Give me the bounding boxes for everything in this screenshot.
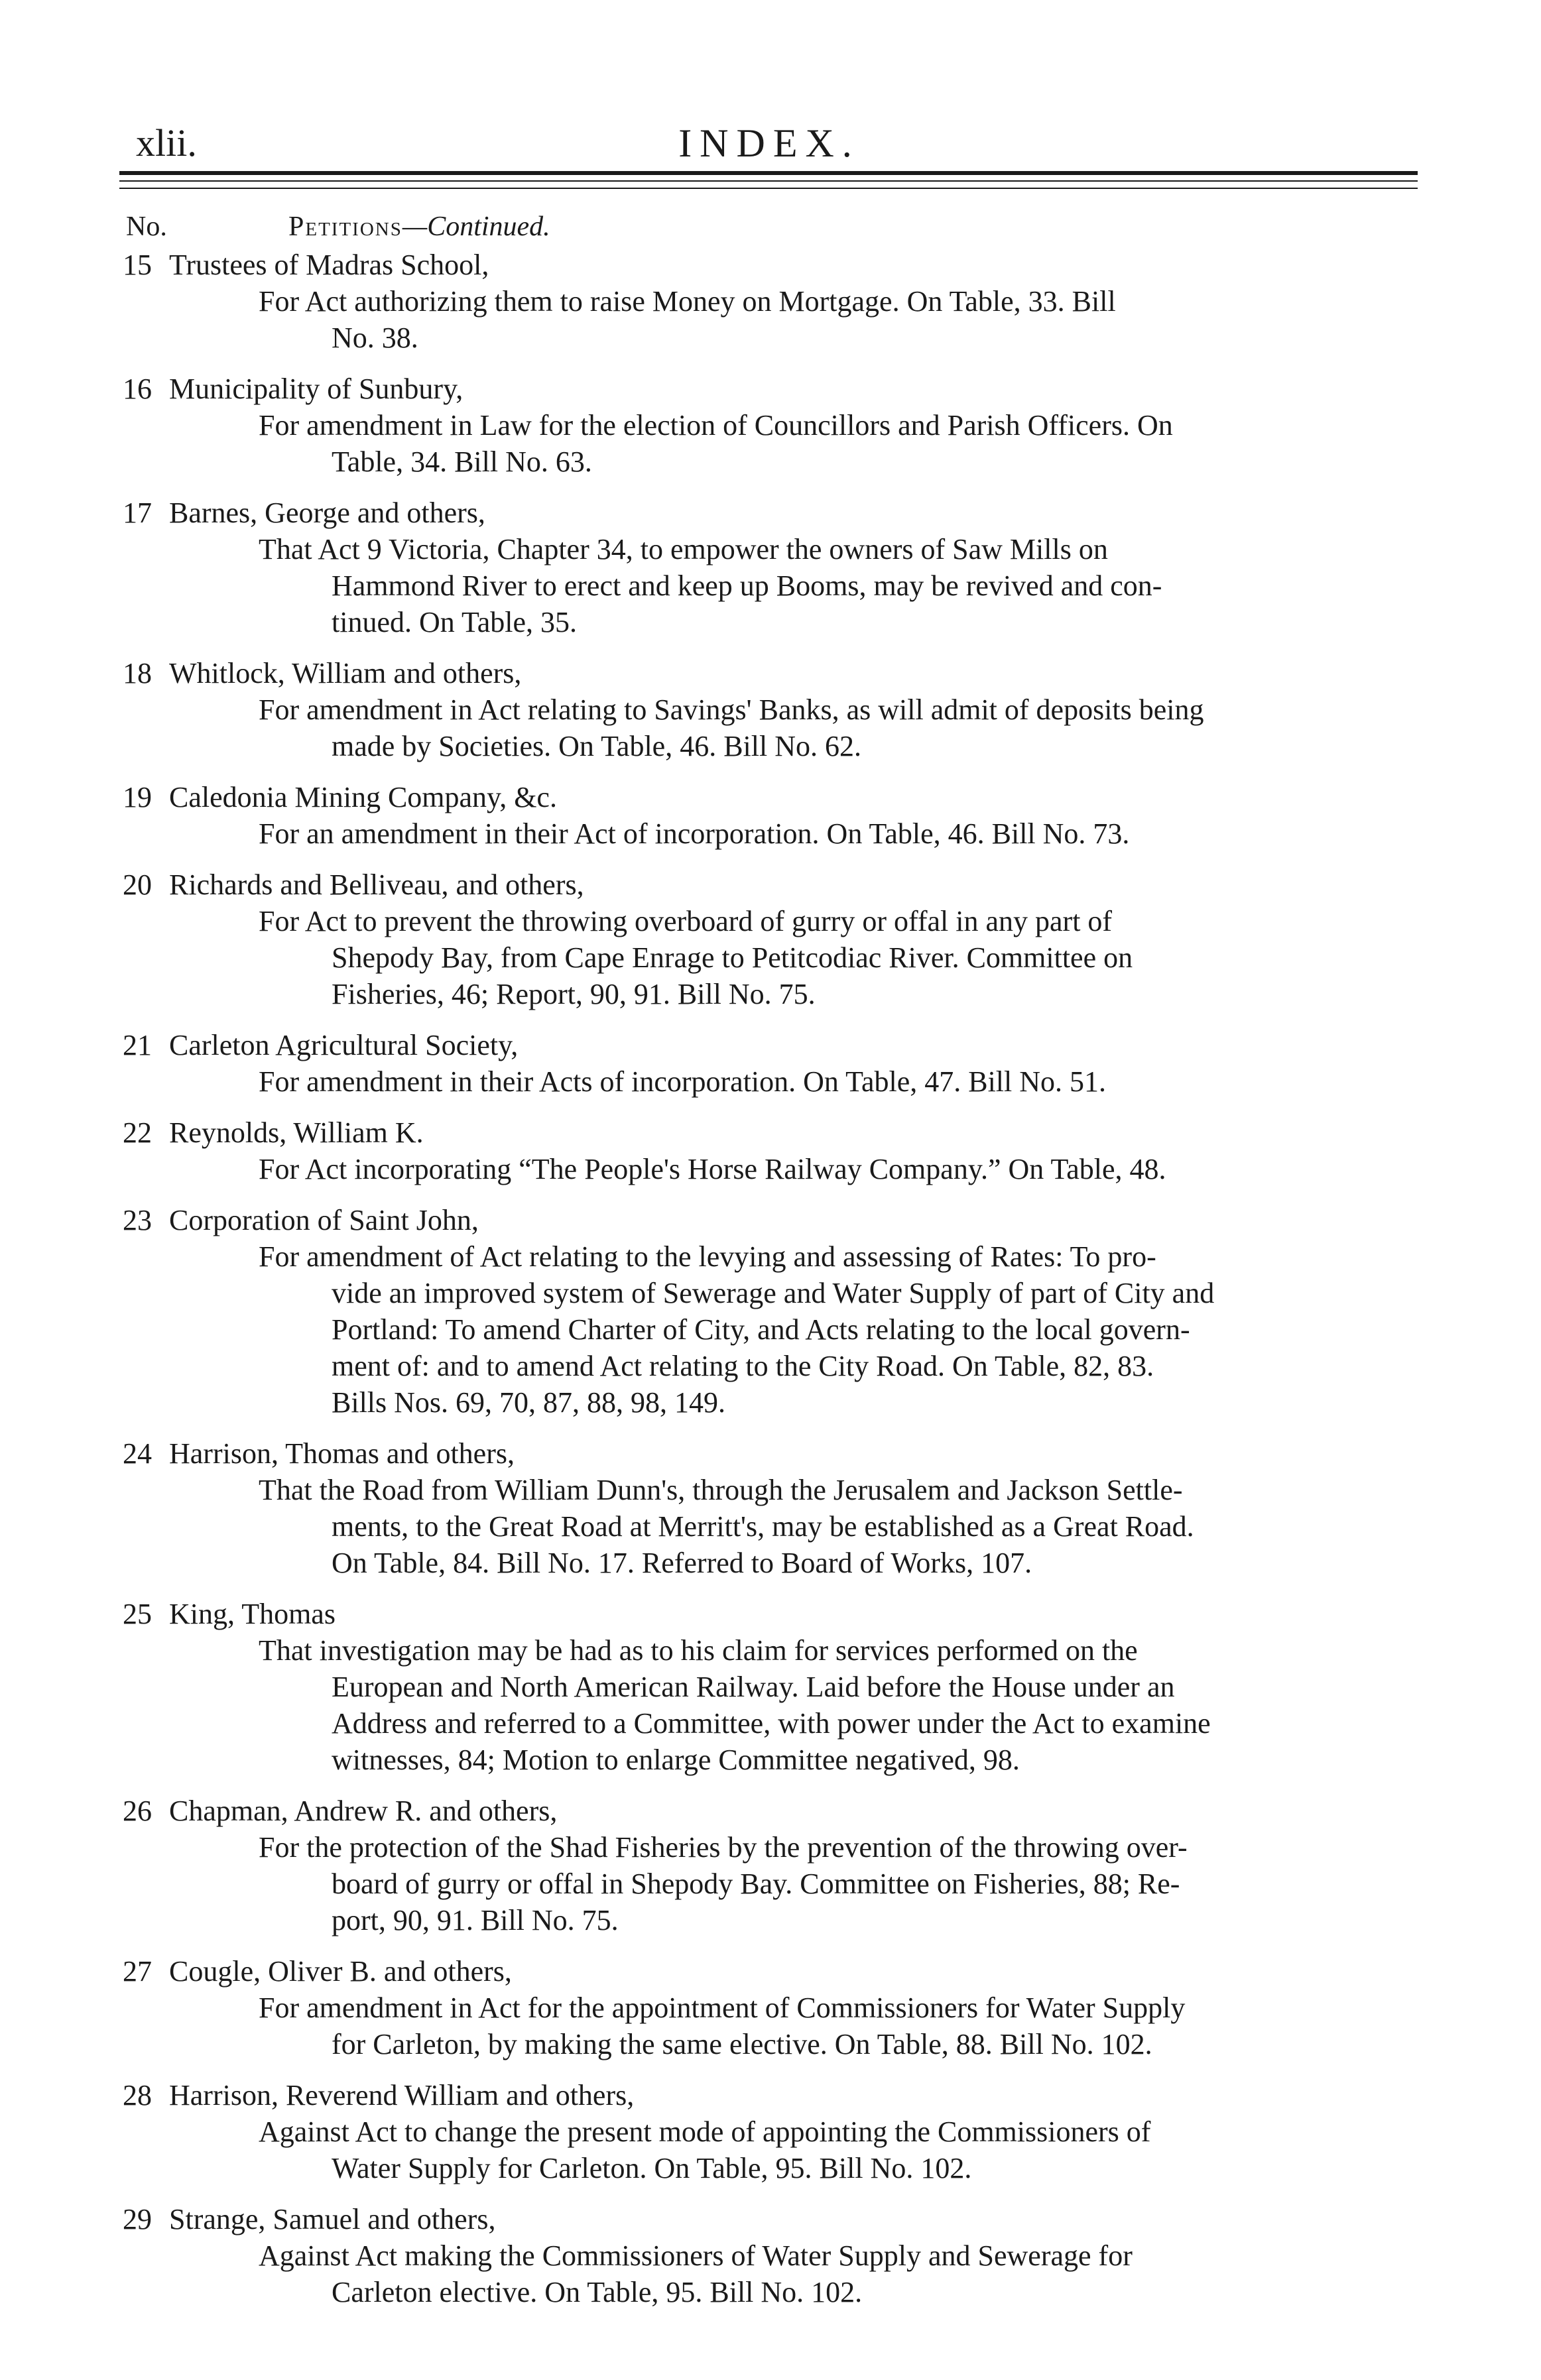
petitioner-name: Caledonia Mining Company, &c.	[169, 781, 557, 813]
petition-entries	[123, 247, 1422, 2325]
petition-entry-head	[123, 1202, 1422, 1238]
petition-description	[123, 903, 1422, 1012]
petition-description-line: for Carleton, by making the same elective. On Table, 88. Bill No. 102.	[332, 2028, 1152, 2060]
petition-description-line: Bills Nos. 69, 70, 87, 88, 98, 149.	[332, 1386, 726, 1419]
petitioner-name: Municipality of Sunbury,	[169, 373, 463, 405]
petition-entry	[123, 495, 1422, 640]
petition-description	[123, 2237, 1422, 2310]
petition-number: 29	[123, 2203, 152, 2235]
petition-description-line: For amendment in their Acts of incorporation. On Table, 47. Bill No. 51.	[259, 1065, 1107, 1098]
petition-number: 19	[123, 781, 152, 813]
petitioner-name: Reynolds, William K.	[169, 1116, 424, 1149]
petition-number: 25	[123, 1598, 152, 1630]
petition-entry	[123, 866, 1422, 1012]
petitioner-name: Cougle, Oliver B. and others,	[169, 1955, 512, 1988]
petition-description-line: For amendment in Act relating to Savings' Banks, as will admit of deposits being	[259, 693, 1204, 726]
petition-number: 23	[123, 1204, 152, 1236]
petition-entry-head	[123, 2077, 1422, 2113]
petition-description-line: board of gurry or offal in Shepody Bay. Committee on Fisheries, 88; Re-	[332, 1868, 1180, 1900]
petition-description-line: That the Road from William Dunn's, through the Jerusalem and Jackson Settle-	[259, 1474, 1183, 1506]
header-rule-thick	[119, 171, 1418, 175]
petition-number: 22	[123, 1116, 152, 1149]
petition-description-line: port, 90, 91. Bill No. 75.	[332, 1904, 619, 1936]
page-number: xlii.	[136, 121, 197, 164]
petition-description-line: Fisheries, 46; Report, 90, 91. Bill No. 75.	[332, 978, 816, 1010]
petitioner-name: Harrison, Thomas and others,	[169, 1437, 515, 1470]
petition-description-line: Against Act to change the present mode of appointing the Commissioners of	[259, 2115, 1151, 2148]
petition-entry	[123, 371, 1422, 480]
section-continued: —Continued.	[402, 211, 550, 242]
petition-description-line: ments, to the Great Road at Merritt's, may be established as a Great Road.	[332, 1510, 1194, 1543]
petition-description-line: For an amendment in their Act of incorporation. On Table, 46. Bill No. 73.	[259, 817, 1130, 850]
petition-description-line: For amendment in Act for the appointment of Commissioners for Water Supply	[259, 1992, 1186, 2024]
petition-number: 17	[123, 497, 152, 529]
petition-description-line: witnesses, 84; Motion to enlarge Committee negatived, 98.	[332, 1744, 1020, 1776]
petitioner-name: Chapman, Andrew R. and others,	[169, 1795, 558, 1827]
petition-number: 15	[123, 249, 152, 281]
petition-entry-head	[123, 779, 1422, 815]
petition-description	[123, 531, 1422, 640]
petition-description	[123, 1238, 1422, 1421]
petition-description-line: Carleton elective. On Table, 95. Bill No. 102.	[332, 2276, 863, 2308]
petition-description-line: On Table, 84. Bill No. 17. Referred to Board of Works, 107.	[332, 1547, 1032, 1579]
petition-description	[123, 815, 1422, 852]
petition-entry	[123, 1953, 1422, 2062]
petition-entry-head	[123, 1596, 1422, 1632]
petition-entry	[123, 655, 1422, 764]
petition-description-line: Against Act making the Commissioners of Water Supply and Sewerage for	[259, 2239, 1133, 2272]
petition-number: 21	[123, 1029, 152, 1061]
petition-description-line: For amendment in Law for the election of Councillors and Parish Officers. On	[259, 409, 1173, 442]
petitioner-name: Trustees of Madras School,	[169, 249, 489, 281]
petition-number: 20	[123, 868, 152, 901]
header-rule-thin-lower	[119, 188, 1418, 189]
section-title: Petitions	[288, 211, 402, 242]
page-title: INDEX.	[678, 121, 860, 165]
petition-description-line: Water Supply for Carleton. On Table, 95. Bill No. 102.	[332, 2152, 972, 2184]
petition-description-line: For the protection of the Shad Fisheries by the prevention of the throwing over-	[259, 1831, 1188, 1864]
petition-description-line: For Act authorizing them to raise Money on Mortgage. On Table, 33. Bill	[259, 285, 1116, 318]
petition-description-line: For Act to prevent the throwing overboard of gurry or offal in any part of	[259, 905, 1113, 937]
petition-entry-head	[123, 247, 1422, 283]
petition-description	[123, 1472, 1422, 1581]
petition-description	[123, 407, 1422, 480]
petition-description	[123, 1829, 1422, 1938]
header-rule-thin	[119, 180, 1418, 182]
petition-number: 16	[123, 373, 152, 405]
petition-description	[123, 1151, 1422, 1187]
petitioner-name: King, Thomas	[169, 1598, 336, 1630]
petitioner-name: Barnes, George and others,	[169, 497, 485, 529]
petition-description-line: made by Societies. On Table, 46. Bill No. 62.	[332, 730, 862, 762]
petition-description-line: tinued. On Table, 35.	[332, 606, 578, 638]
petition-description-line: That Act 9 Victoria, Chapter 34, to empower the owners of Saw Mills on	[259, 533, 1108, 565]
petition-description-line: Table, 34. Bill No. 63.	[332, 446, 592, 478]
petition-entry	[123, 247, 1422, 356]
petition-description-line: Shepody Bay, from Cape Enrage to Petitcodiac River. Committee on	[332, 941, 1133, 974]
petitioner-name: Whitlock, William and others,	[169, 657, 522, 689]
petition-entry	[123, 779, 1422, 852]
petitioner-name: Corporation of Saint John,	[169, 1204, 479, 1236]
petition-description-line: No. 38.	[332, 322, 418, 354]
petition-description-line: vide an improved system of Sewerage and Water Supply of part of City and	[332, 1277, 1215, 1309]
petition-entry-head	[123, 1793, 1422, 1829]
petition-description	[123, 1063, 1422, 1100]
petition-entry	[123, 1114, 1422, 1187]
petition-entry-head	[123, 2201, 1422, 2237]
petition-number: 18	[123, 657, 152, 689]
page-header	[123, 114, 1416, 165]
petition-entry	[123, 1027, 1422, 1100]
petition-description-line: For amendment of Act relating to the levying and assessing of Rates: To pro-	[259, 1240, 1156, 1273]
petition-entry-head	[123, 1027, 1422, 1063]
petition-number: 24	[123, 1437, 152, 1470]
petition-entry-head	[123, 655, 1422, 691]
petition-entry	[123, 1596, 1422, 1778]
petition-entry-head	[123, 1435, 1422, 1472]
petitioner-name: Strange, Samuel and others,	[169, 2203, 496, 2235]
petitioner-name: Carleton Agricultural Society,	[169, 1029, 519, 1061]
petitioner-name: Richards and Belliveau, and others,	[169, 868, 584, 901]
petition-description-line: That investigation may be had as to his claim for services performed on the	[259, 1634, 1138, 1667]
petition-entry-head	[123, 1114, 1422, 1151]
petition-entry-head	[123, 866, 1422, 903]
column-no-label: No.	[126, 211, 167, 242]
petition-entry	[123, 1202, 1422, 1421]
petition-description	[123, 1990, 1422, 2062]
petition-entry-head	[123, 495, 1422, 531]
petition-entry-head	[123, 1953, 1422, 1990]
petition-description	[123, 1632, 1422, 1778]
petition-description	[123, 691, 1422, 764]
petition-entry	[123, 2077, 1422, 2186]
petition-entry-head	[123, 371, 1422, 407]
petition-entry	[123, 1793, 1422, 1938]
petition-description	[123, 283, 1422, 356]
petition-description	[123, 2113, 1422, 2186]
petition-description-line: Address and referred to a Committee, with power under the Act to examine	[332, 1707, 1211, 1740]
petition-description-line: Hammond River to erect and keep up Booms, may be revived and con-	[332, 569, 1162, 602]
petition-number: 26	[123, 1795, 152, 1827]
petitioner-name: Harrison, Reverend William and others,	[169, 2079, 635, 2112]
petition-number: 28	[123, 2079, 152, 2112]
petition-entry	[123, 1435, 1422, 1581]
section-heading	[126, 211, 550, 243]
petition-description-line: ment of: and to amend Act relating to the City Road. On Table, 82, 83.	[332, 1350, 1154, 1382]
petition-description-line: European and North American Railway. Laid before the House under an	[332, 1671, 1175, 1703]
petition-entry	[123, 2201, 1422, 2310]
petition-description-line: Portland: To amend Charter of City, and Acts relating to the local govern-	[332, 1313, 1190, 1346]
petition-description-line: For Act incorporating “The People's Horse Railway Company.” On Table, 48.	[259, 1153, 1166, 1185]
petition-number: 27	[123, 1955, 152, 1988]
